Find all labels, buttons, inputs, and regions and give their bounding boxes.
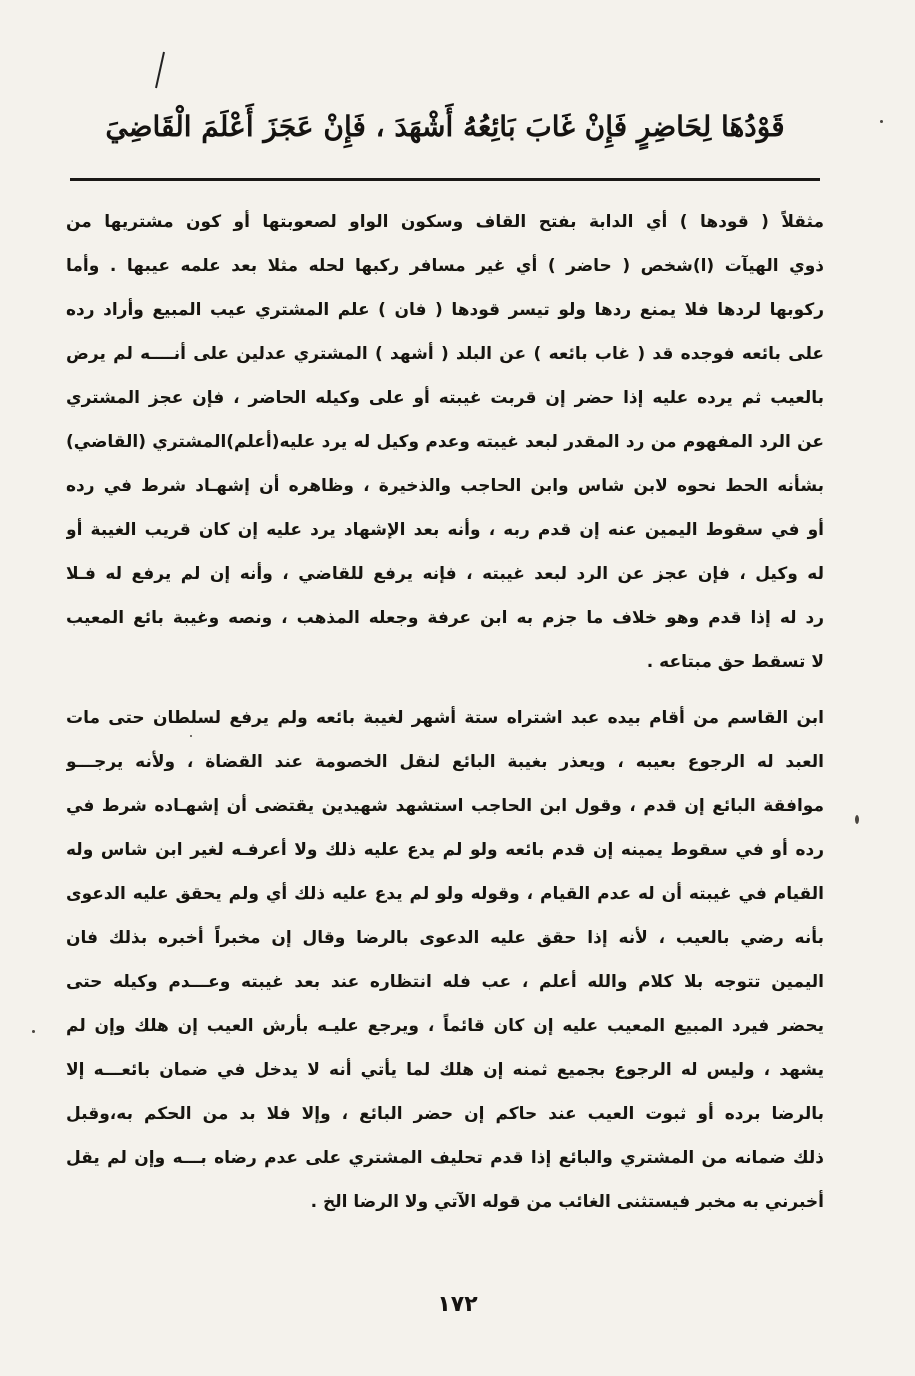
scan-speck — [855, 815, 859, 824]
text-line: ذوي الهيآت (ا)شخص ( حاضر ) أي غير مسافر ركبها لحله مثلا بعد علمه عيبها . وأما — [66, 256, 824, 276]
text-line: القيام في غيبته أن له عدم القيام ، وقوله ولو لم يدع عليه ذلك أي ولم يحقق عليه الدعوى — [66, 884, 824, 904]
margin-pen-mark — [150, 50, 170, 90]
page-number: ١٧٢ — [437, 1292, 478, 1317]
text-line: العبد له الرجوع بعيبه ، ويعذر بغيبة البائع لنقل الخصومة عند القضاة ، ولأنه يرجـــو — [66, 752, 824, 772]
page-header-title: قَوْدُهَا لِحَاضِرٍ فَإِنْ غَابَ بَائِعُهُ أَشْهَدَ ، فَإِنْ عَجَزَ أَعْلَمَ الْقَاضِيَ — [105, 110, 785, 143]
text-line: بشأنه الحط نحوه لابن شاس وابن الحاجب والذخيرة ، وظاهره أن إشهـاد شرط في رده — [66, 476, 824, 496]
body-text — [66, 200, 824, 1224]
text-line: ابن القاسم من أقام بيده عبد اشتراه ستة أشهر لغيبة بائعه ولم يرفع لسلطان حتى مات — [66, 708, 824, 728]
text-line: أو في سقوط اليمين عنه إن قدم ربه ، وأنه بعد الإشهاد يرد عليه إن كان قريب الغيبة أو — [66, 520, 824, 540]
text-line: مثقلاً ( قودها ) أي الدابة بفتح القاف وسكون الواو لصعوبتها أو كون مشتريها من — [66, 212, 824, 232]
text-line: بالرضا برده أو ثبوت العيب عند حاكم إن حضر البائع ، وإلا فلا بد من الحكم به،وقبل — [66, 1104, 824, 1124]
text-line: بالعيب ثم يرده عليه إذا حضر إن قربت غيبته أو على وكيله الحاضر ، فإن عجز المشتري — [66, 388, 824, 408]
text-line: اليمين تتوجه بلا كلام والله أعلم ، عب فله انتظاره عند بعد غيبته وعـــدم وكيله حتى — [66, 972, 824, 992]
text-line: أخبرني به مخبر فيستثنى الغائب من قوله الآتي ولا الرضا الخ . — [310, 1192, 824, 1212]
text-line: عن الرد المفهوم من رد المقدر لبعد غيبته وعدم وكيل له يرد عليه(أعلم)المشتري (القاضي) — [66, 432, 824, 452]
text-line: رد له إذا قدم وهو خلاف ما جزم به ابن عرفة وجعله المذهب ، ونصه وغيبة بائع المعيب — [66, 608, 824, 628]
paragraph — [66, 200, 824, 684]
scan-speck — [190, 735, 192, 737]
text-line: رده أو في سقوط يمينه إن قدم بائعه ولو لم يدع عليه ذلك ولا أعرفـه لغير ابن شاس وله — [66, 840, 824, 860]
text-line: يشهد ، وليس له الرجوع بجميع ثمنه إن هلك لما يأتي أنه لا يدخل في ضمان بائعـــه إلا — [66, 1060, 824, 1080]
text-line: يحضر فيرد المبيع المعيب عليه إن كان قائماً ، ويرجع عليـه بأرش العيب إن هلك وإن لم — [66, 1016, 824, 1036]
text-line: بأنه رضي بالعيب ، لأنه إذا حقق عليه الدعوى بالرضا وقال إن مخبراً أخبره بذلك فان — [66, 928, 824, 948]
header-rule — [70, 178, 820, 181]
text-line: موافقة البائع إن قدم ، وقول ابن الحاجب استشهد شهيدين يقتضى أن إشهـاده شرط في — [66, 796, 824, 816]
scan-speck — [32, 1030, 35, 1033]
scan-speck — [880, 120, 883, 123]
text-line: ذلك ضمانه من المشتري والبائع إذا قدم تحليف المشتري على عدم رضاه بـــه وإن لم يقل — [66, 1148, 824, 1168]
paragraph — [66, 696, 824, 1224]
text-line: على بائعه فوجده قد ( غاب بائعه ) عن البلد ( أشهد ) المشتري عدلين على أنــــه لم يرض — [66, 344, 824, 364]
text-line: لا تسقط حق مبتاعه . — [646, 652, 824, 672]
text-line: له وكيل ، فإن عجز عن الرد لبعد غيبته ، فإنه يرفع للقاضي ، وأنه إن لم يرفع له فـلا — [66, 564, 824, 584]
text-line: ركوبها لردها فلا يمنع ردها ولو تيسر قودها ( فان ) علم المشتري عيب المبيع وأراد رده — [66, 300, 824, 320]
